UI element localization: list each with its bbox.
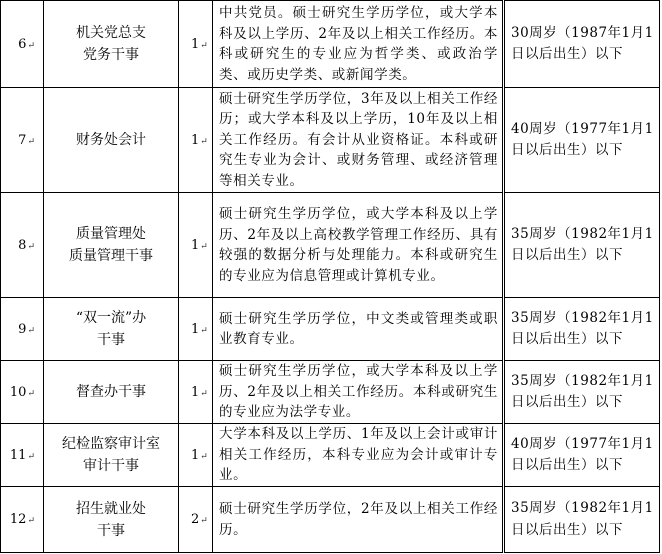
position-cell <box>44 424 179 487</box>
row-number: 6 <box>18 36 27 52</box>
requirements-cell <box>213 424 504 487</box>
age-text: 35周岁（1982年1月1日以后出生）以下 <box>511 372 654 410</box>
position-line-1: 招生就业处 <box>76 500 146 517</box>
count-value: 1 <box>191 384 200 400</box>
count-cell <box>179 1 213 88</box>
paragraph-mark-icon: ↵ <box>27 388 35 399</box>
count-cell <box>179 361 213 424</box>
paragraph-mark-icon: ↵ <box>200 516 208 526</box>
requirements-text: 大学本科及以上学历、1年及以上会计或审计相关工作经历，本科专业应为会计或审计专业。 <box>219 426 498 484</box>
age-cell <box>504 424 660 487</box>
count-value: 1 <box>191 132 200 148</box>
position-line-1: “双一流”办 <box>75 310 147 326</box>
paragraph-mark-icon: ↵ <box>200 241 208 252</box>
position-line-2: 质量管理干事 <box>69 248 153 264</box>
position-line-2: 干事 <box>97 332 125 348</box>
row-number-cell <box>1 1 44 88</box>
position-cell <box>44 361 179 424</box>
age-cell <box>504 193 660 298</box>
row-number-cell <box>1 88 44 193</box>
requirements-text: 硕士研究生学历学位，3年及以上相关工作经历；或大学本科及以上学历，10年及以上相关工作经历。有会计从业资格证。本科或研究生专业为会计、或财务管理、或经济管理等相关专业。 <box>219 90 498 189</box>
requirements-text: 中共党员。硕士研究生学历学位，或大学本科及以上学历、2年及以上相关工作经历。本科或研究生的专业应为哲学类、或政治学类、或历史学类、或新闻学类。 <box>219 5 498 83</box>
requirements-text: 硕士研究生学历学位，或大学本科及以上学历、2年及以上高校教学管理工作经历、具有较强的数据分析与处理能力。本科或研究生的专业应为信息管理或计算机专业。 <box>219 206 498 284</box>
row-number-cell <box>1 361 44 424</box>
age-text: 35周岁（1982年1月1日以后出生）以下 <box>511 225 654 263</box>
position-cell <box>44 298 179 361</box>
count-cell <box>179 298 213 361</box>
count-cell <box>179 424 213 487</box>
row-number: 7 <box>18 132 27 148</box>
age-text: 35周岁（1982年1月1日以后出生）以下 <box>511 500 654 538</box>
row-number: 11 <box>9 447 27 463</box>
paragraph-mark-icon: ↵ <box>200 388 208 399</box>
position-line-1: 质量管理处 <box>76 226 146 242</box>
requirements-text: 硕士研究生学历学位，2年及以上相关工作经历。 <box>219 501 498 538</box>
age-text: 40周岁（1977年1月1日以后出生）以下 <box>511 435 654 473</box>
paragraph-mark-icon: ↵ <box>27 516 35 526</box>
position-line-1: 督查办干事 <box>76 384 146 400</box>
age-cell <box>504 88 660 193</box>
position-line-1: 机关党总支 <box>76 25 146 41</box>
count-value: 2 <box>191 512 200 527</box>
table-row <box>1 1 660 88</box>
paragraph-mark-icon: ↵ <box>27 136 35 147</box>
position-line-1: 纪检监察审计室 <box>62 436 160 452</box>
row-number: 12 <box>9 512 27 527</box>
count-cell <box>179 193 213 298</box>
paragraph-mark-icon: ↵ <box>200 136 208 147</box>
requirements-text: 硕士研究生学历学位，或大学本科及以上学历、2年及以上相关工作经历。本科或研究生的专业应为法学专业。 <box>219 363 498 421</box>
position-line-2: 审计干事 <box>83 458 139 474</box>
requirements-cell <box>213 88 504 193</box>
table-row <box>1 424 660 487</box>
age-cell <box>504 298 660 361</box>
age-text: 30周岁（1987年1月1日以后出生）以下 <box>511 24 654 62</box>
position-line-1: 财务处会计 <box>76 132 146 148</box>
count-value: 1 <box>191 321 200 337</box>
paragraph-mark-icon: ↵ <box>27 40 35 51</box>
row-number-cell <box>1 298 44 361</box>
age-cell <box>504 487 660 553</box>
table-row <box>1 487 660 553</box>
paragraph-mark-icon: ↵ <box>27 241 35 252</box>
paragraph-mark-icon: ↵ <box>200 451 208 462</box>
requirements-cell <box>213 298 504 361</box>
paragraph-mark-icon: ↵ <box>200 40 208 51</box>
table-row <box>1 193 660 298</box>
table-row <box>1 88 660 193</box>
position-line-2: 党务干事 <box>83 47 139 63</box>
row-number: 9 <box>18 321 27 337</box>
paragraph-mark-icon: ↵ <box>27 451 35 462</box>
table-row <box>1 298 660 361</box>
row-number-cell <box>1 424 44 487</box>
position-cell <box>44 1 179 88</box>
row-number-cell <box>1 193 44 298</box>
requirements-cell <box>213 1 504 88</box>
table-row <box>1 361 660 424</box>
paragraph-mark-icon: ↵ <box>200 325 208 336</box>
paragraph-mark-icon: ↵ <box>27 325 35 336</box>
requirements-text: 硕士研究生学历学位，中文类或管理类或职业教育专业。 <box>219 310 498 347</box>
row-number: 10 <box>9 384 27 400</box>
row-number: 8 <box>18 237 27 253</box>
position-line-2: 干事 <box>97 522 125 539</box>
position-cell <box>44 193 179 298</box>
age-cell <box>504 1 660 88</box>
count-value: 1 <box>191 36 200 52</box>
age-text: 35周岁（1982年1月1日以后出生）以下 <box>511 309 654 347</box>
requirements-cell <box>213 193 504 298</box>
position-cell <box>44 487 179 553</box>
age-cell <box>504 361 660 424</box>
requirements-cell <box>213 487 504 553</box>
count-cell <box>179 487 213 553</box>
age-text: 40周岁（1977年1月1日以后出生）以下 <box>511 120 654 158</box>
count-value: 1 <box>191 237 200 253</box>
row-number-cell <box>1 487 44 553</box>
count-value: 1 <box>191 447 200 463</box>
count-cell <box>179 88 213 193</box>
requirements-cell <box>213 361 504 424</box>
position-cell <box>44 88 179 193</box>
